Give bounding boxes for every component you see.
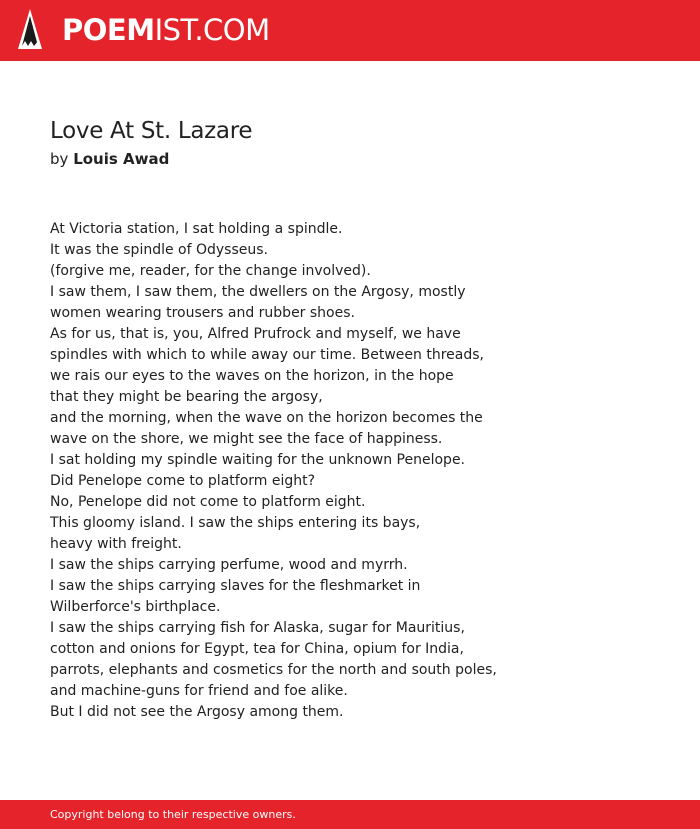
byline — [50, 149, 169, 169]
poem-line: wave on the shore, we might see the face of happiness. — [50, 431, 443, 447]
poem-line: Did Penelope come to platform eight? — [50, 473, 316, 489]
poem-line: I saw the ships carrying fish for Alaska, sugar for Mauritius, — [50, 620, 465, 636]
poem-line: I saw the ships carrying perfume, wood and myrrh. — [50, 557, 408, 573]
poem-line: At Victoria station, I sat holding a spindle. — [50, 221, 343, 237]
logo-text-bold: POEM — [62, 13, 155, 47]
poem-line: cotton and onions for Egypt, tea for China, opium for India, — [50, 641, 464, 657]
poem-line: As for us, that is, you, Alfred Prufrock and myself, we have — [50, 326, 461, 342]
poem-line: Wilberforce's birthplace. — [50, 599, 221, 615]
poem-line: parrots, elephants and cosmetics for the north and south poles, — [50, 662, 497, 678]
poem-line: and the morning, when the wave on the horizon becomes the — [50, 410, 483, 426]
site-footer — [0, 800, 700, 829]
poem-line: No, Penelope did not come to platform eight. — [50, 494, 366, 510]
poem-line: spindles with which to while away our time. Between threads, — [50, 347, 484, 363]
poem-body — [50, 219, 670, 723]
poem-line: But I did not see the Argosy among them. — [50, 704, 344, 720]
poem-line: It was the spindle of Odysseus. — [50, 242, 269, 258]
site-logo[interactable] — [62, 13, 270, 47]
author-name: Louis Awad — [73, 150, 170, 168]
poem-line: I sat holding my spindle waiting for the unknown Penelope. — [50, 452, 466, 468]
logo-text-light: IST.COM — [154, 13, 270, 47]
poem-line: This gloomy island. I saw the ships entering its bays, — [50, 515, 421, 531]
poem-line: and machine-guns for friend and foe alike. — [50, 683, 348, 699]
pencil-icon[interactable] — [17, 8, 43, 52]
poem-line: I saw the ships carrying slaves for the fleshmarket in — [50, 578, 421, 594]
by-label: by — [50, 150, 69, 168]
poem-title: Love At St. Lazare — [50, 118, 253, 144]
copyright-notice: Copyright belong to their respective owners. — [50, 808, 296, 821]
poem-line: women wearing trousers and rubber shoes. — [50, 305, 355, 321]
site-header — [0, 0, 700, 61]
poem-line: we rais our eyes to the waves on the horizon, in the hope — [50, 368, 454, 384]
poem-line: heavy with freight. — [50, 536, 182, 552]
poem-line: (forgive me, reader, for the change involved). — [50, 263, 371, 279]
poem-line: I saw them, I saw them, the dwellers on the Argosy, mostly — [50, 284, 466, 300]
poem-line: that they might be bearing the argosy, — [50, 389, 323, 405]
